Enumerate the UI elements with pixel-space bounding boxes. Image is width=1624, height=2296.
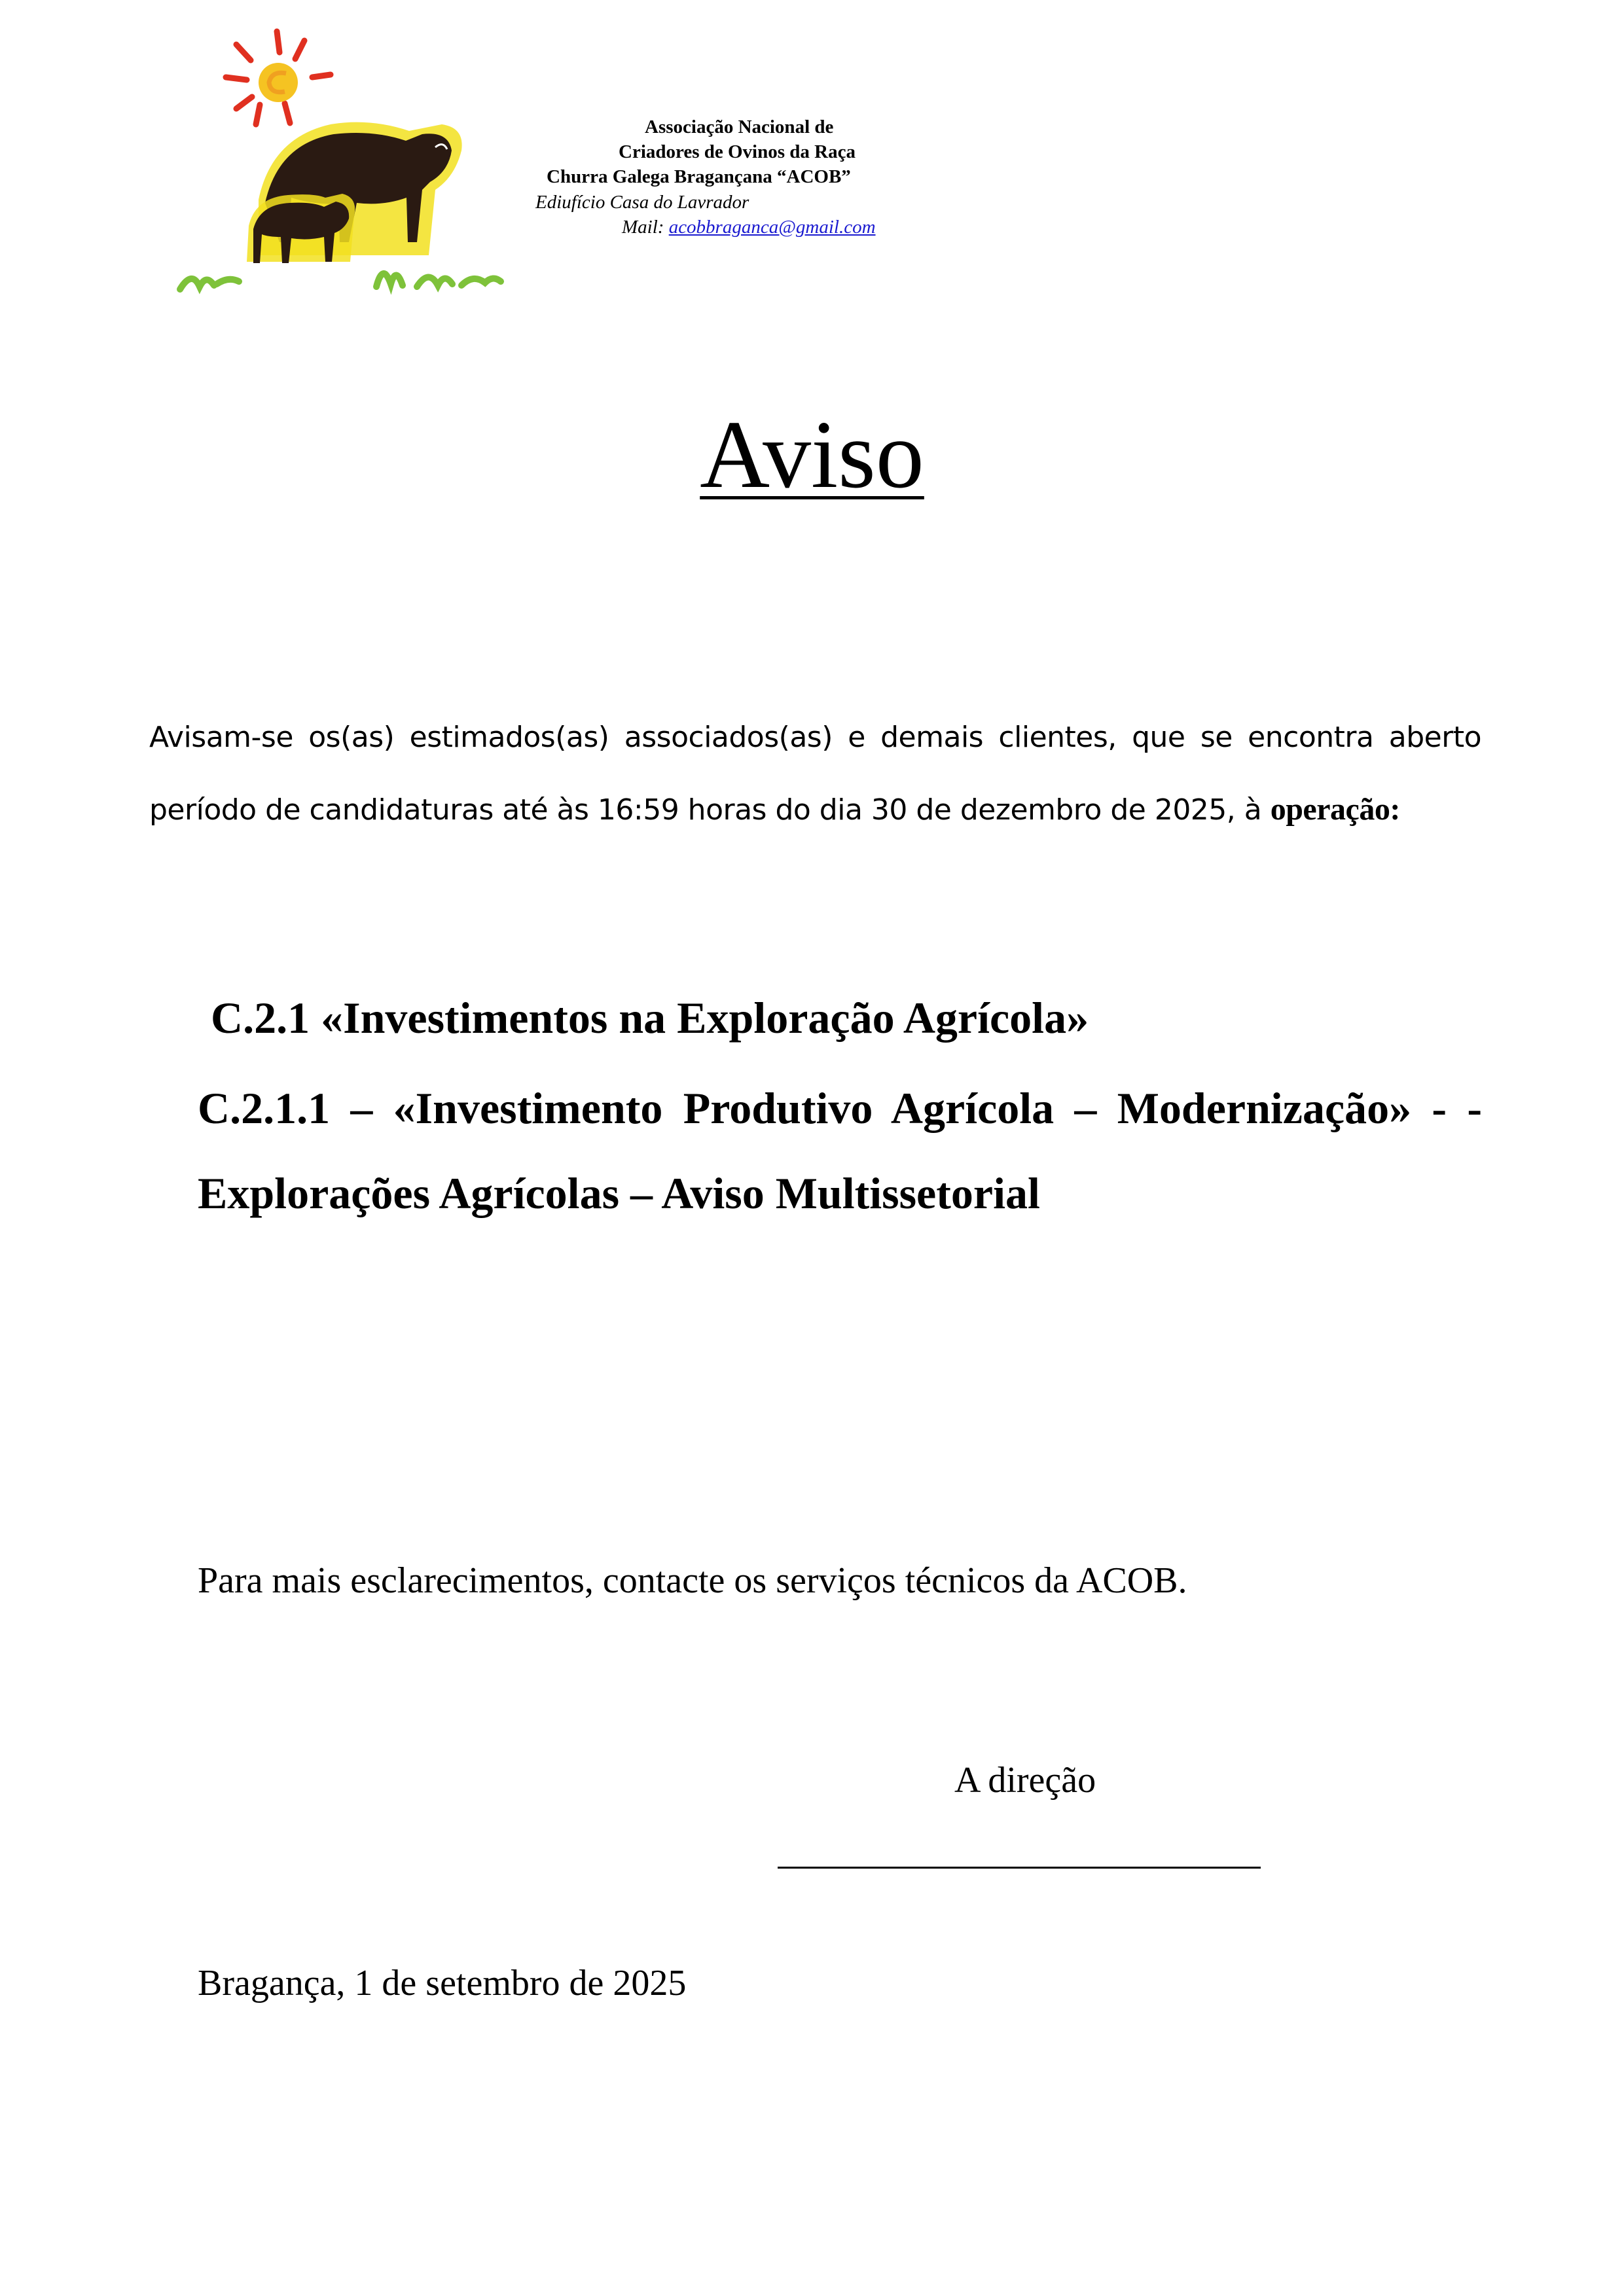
notice-intro-text: Avisam-se os(as) estimados(as) associados(as) e demais clientes, que se encontra aberto período de candidaturas até às 16:59 horas do dia 30 de dezembro de 2025, à [149,721,1481,827]
association-name-line2: Criadores de Ovinos da Raça [619,141,856,162]
sheep-sun-logo [173,26,507,308]
place-date: Bragança, 1 de setembro de 2025 [198,1963,687,2003]
page-title [0,399,1624,511]
association-address: Ediufício Casa do Lavrador [535,192,749,213]
association-name-line1: Associação Nacional de [645,117,834,137]
page-title-text: Aviso [700,401,924,509]
signature-line [778,1867,1261,1869]
mail-label: Mail: [622,217,664,238]
grass-icon [180,274,501,289]
sun-icon [259,63,298,102]
signature-label: A direção [954,1760,1096,1801]
notice-paragraph [149,702,1481,846]
notice-intro-bold: operação: [1270,792,1400,827]
operation-heading: C.2.1 «Investimentos na Exploração Agrícola» [211,993,1089,1043]
association-mail [622,215,876,240]
association-name-line3: Churra Galega Bragançana “ACOB” [547,166,851,187]
mail-link[interactable]: acobbraganca@gmail.com [668,217,876,238]
contact-sentence: Para mais esclarecimentos, contacte os serviços técnicos da ACOB. [198,1560,1187,1601]
operation-subheading: C.2.1.1 – «Investimento Produtivo Agrícola – Modernização» - - Explorações Agrícolas – Aviso Multissetorial [198,1083,1482,1218]
